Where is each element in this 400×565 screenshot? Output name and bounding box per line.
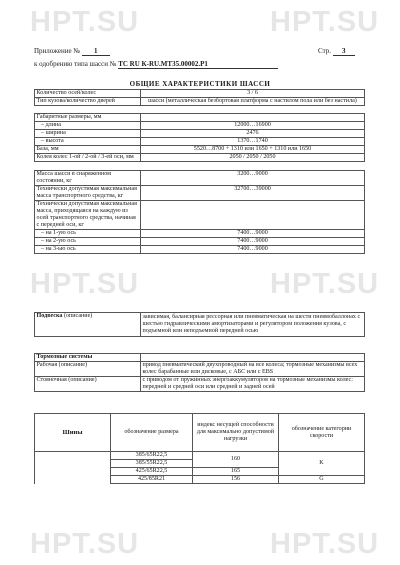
row-label: Масса шасси в снаряженном состоянии, кг [35,171,141,186]
tire-size: 385/55R22,5 [111,460,193,468]
row-label: Колея колес 1-ой / 2-ой / 3-ей оси, мм [35,154,141,162]
table-row [35,146,365,154]
table-row [35,246,365,254]
table-row [35,201,365,230]
row-value: 2476 [141,130,365,138]
tires-table [34,413,365,484]
row-label: Технически допустимая максимальная масса, приходящаяся на каждую из осей транспортного средства, начиная с передней оси, кг [35,201,141,230]
row-value: 32700…39000 [141,186,365,201]
row-value: 5520…8700 + 1310 или 1650 + 1310 или 1650 [141,146,365,154]
row-label: Стояночная (описание) [35,377,141,392]
table-row [35,114,365,122]
suspension-label-suffix: (описание) [62,313,93,319]
watermark: HPT.SU [30,528,140,560]
section-heading: Тормозные системы [35,354,141,362]
row-label: – на 3-ью ось [35,246,141,254]
row-value: 3200…9000 [141,171,365,186]
table-row [35,362,365,377]
tire-size: 425/85R21 [111,476,193,484]
row-value: привод пневматический двухпроводный на все колеса; тормозные механизмы всех колес барабанные или дисковые, с АБС или с EBS [141,362,365,377]
table-row [35,186,365,201]
section-heading: Габаритные размеры, мм [35,114,141,122]
table-row [35,154,365,162]
row-value: 7400…9000 [141,230,365,238]
table-row [35,98,365,106]
approval-line [34,60,278,69]
load-index: 165 [193,468,279,476]
row-label: Рабочая (описание) [35,362,141,377]
page-number: 3 [333,47,355,56]
appendix-label: Приложение № [34,47,80,55]
speed-header: обозначение категории скорости [279,414,365,452]
appendix-number: 1 [82,47,110,56]
approval-label: к одобрению типа шасси № [34,60,117,68]
watermark: HPT.SU [270,6,380,38]
row-value: 7400…9000 [141,246,365,254]
size-header: обозначение размера [111,414,193,452]
suspension-label: Подвеска [36,313,63,319]
row-value: шасси (металлическая безбортовая платформа с настилом пола или без настила) [141,98,365,106]
row-value: с приводом от пружинных энергоаккумуляторов на тормозные механизмы колес: передней и средней оси или средней и задней осей [141,377,365,392]
brakes-table [34,353,365,392]
row-label: – на 1-ую ось [35,230,141,238]
row-value: 1370…1740 [141,138,365,146]
row-label: – на 2-ую ось [35,238,141,246]
table-row [35,313,365,337]
tire-size: 385/65R22,5 [111,452,193,460]
row-label: – ширина [35,130,141,138]
table-row [35,354,365,362]
load-index: 160 [193,452,279,468]
tire-size: 425/65R22,5 [111,468,193,476]
row-value: 7400…9000 [141,238,365,246]
page-number-line [318,47,355,56]
table-row [35,230,365,238]
row-value: 12000…16900 [141,122,365,130]
watermark: HPT.SU [30,6,140,38]
tires-header-row [35,414,365,452]
tires-header: Шины [35,414,111,452]
page-label: Стр. [318,47,331,55]
spacer-row [35,106,365,114]
table-row [35,130,365,138]
spacer-row [35,162,365,171]
watermark: HPT.SU [30,268,140,300]
page-title: ОБЩИЕ ХАРАКТЕРИСТИКИ ШАССИ [129,80,271,88]
row-value: 3 / 6 [141,90,365,98]
row-value: зависимая, балансирная рессорная или пневматическая на шести пневмобаллонах с шестью гидравлическими амортизаторами и регулятором положения кузова, с подъемной или неподъемной передней осью [141,313,365,337]
table-row [35,238,365,246]
watermark: HPT.SU [270,268,380,300]
approval-number: ТС RU К-RU.МТ35.00002.Р1 [118,60,278,69]
speed-category: G [279,476,365,484]
load-index: 156 [193,476,279,484]
row-label: База, мм [35,146,141,154]
row-value: 2050 / 2050 / 2050 [141,154,365,162]
watermark: HPT.SU [270,528,380,560]
table-row [35,171,365,186]
table-row [35,90,365,98]
speed-category: K [279,452,365,476]
table-row [35,377,365,392]
suspension-table [34,312,365,337]
row-label: Технически допустимая максимальная масса транспортного средства, кг [35,186,141,201]
load-header: индекс несущей способности для максимально допустимой нагрузки [193,414,279,452]
appendix-line [34,47,110,56]
characteristics-table [34,89,365,254]
row-label: – высота [35,138,141,146]
table-row [35,122,365,130]
table-row [35,138,365,146]
table-row [35,452,365,460]
row-label [35,313,141,337]
row-label: – длина [35,122,141,130]
row-label: Тип кузова/количество дверей [35,98,141,106]
row-label: Количество осей/колес [35,90,141,98]
